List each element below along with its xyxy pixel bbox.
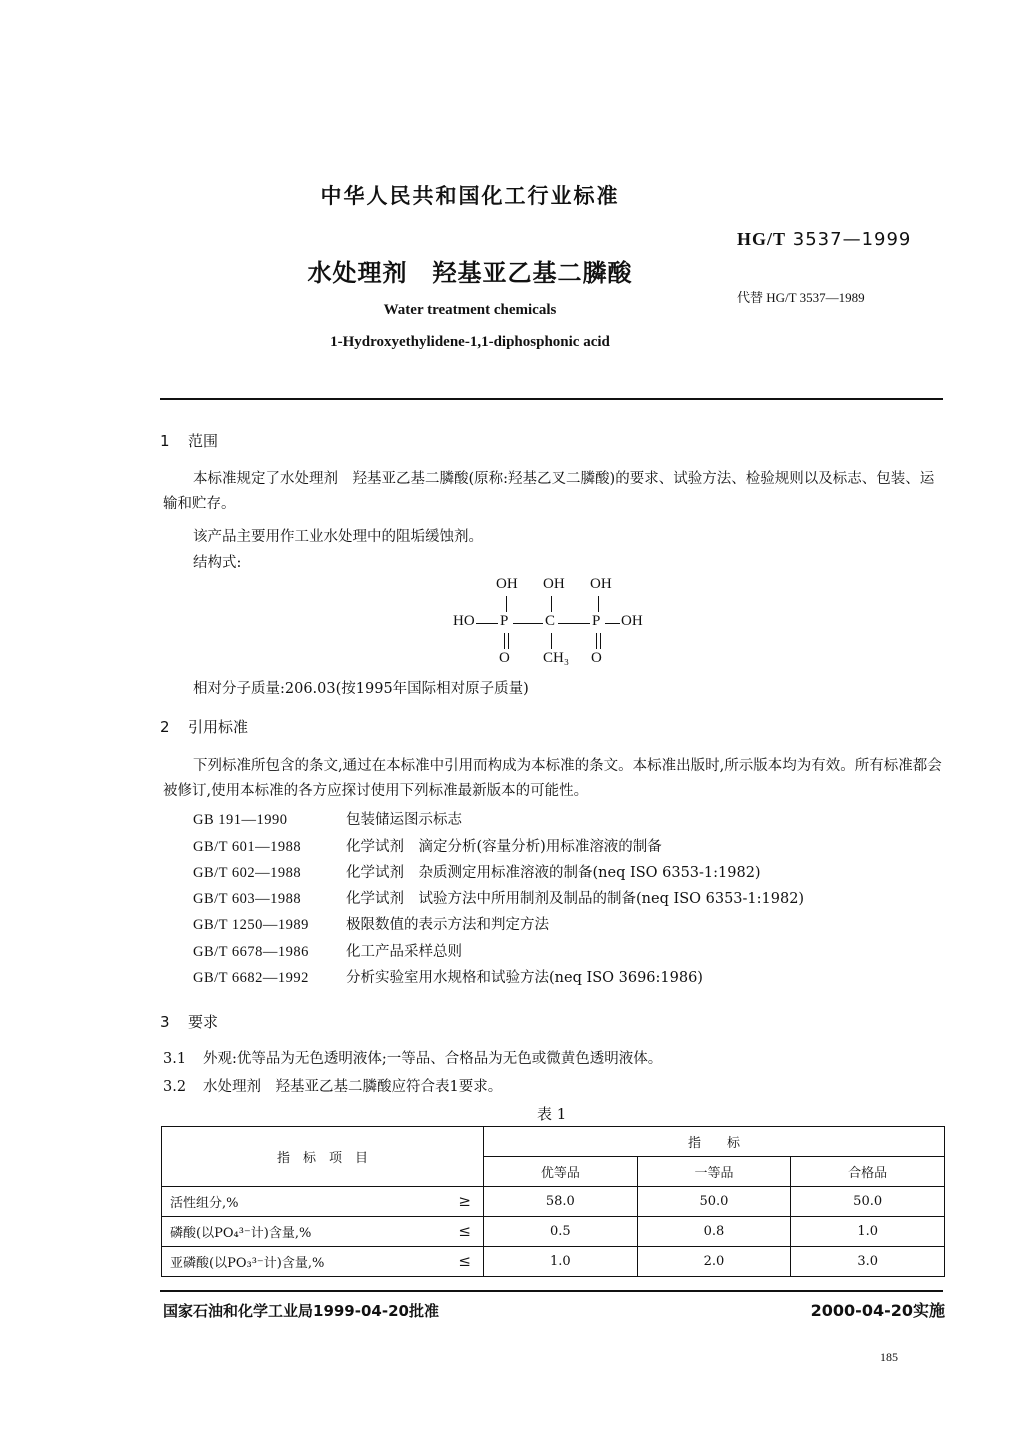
reference-item: GB/T 6682—1992 分析实验室用水规格和试验方法(neq ISO 3696:1986) [193, 970, 703, 986]
standard-code-number: 3537 [792, 229, 843, 250]
standard-organization: 中华人民共和国化工行业标准 [320, 184, 620, 208]
table-value-cell: 0.8 [637, 1217, 791, 1247]
section-3-heading [160, 1011, 218, 1032]
double-bond-p2-o-b [600, 633, 601, 649]
double-bond-p1-o-b [508, 633, 509, 649]
reference-item: GB/T 1250—1989 极限数值的表示方法和判定方法 [193, 917, 549, 933]
grade-header: 优等品 [484, 1157, 638, 1187]
table-item-cell: 亚磷酸(以PO₃³⁻计)含量,% ≤ [162, 1247, 484, 1277]
comparison-symbol: ≤ [458, 1222, 471, 1240]
section-title: 范围 [188, 432, 219, 450]
table-item-cell: 磷酸(以PO₄³⁻计)含量,% ≤ [162, 1217, 484, 1247]
bond-p1-oh [506, 596, 507, 612]
reference-item: GB/T 603—1988 化学试剂 试验方法中所用制剂及制品的制备(neq ISO 6353-1:1982) [193, 891, 805, 907]
table-header-row [162, 1127, 945, 1157]
bond-c-p2 [558, 623, 590, 624]
bond-c-ch3 [551, 633, 552, 649]
table-value-cell: 58.0 [484, 1187, 638, 1217]
footer-rule [160, 1290, 943, 1292]
reference-item: GB 191—1990 包装储运图示标志 [193, 812, 462, 828]
replaces-standard: 代替 HG/T 3537—1989 [737, 290, 865, 305]
clause-3-2: 3.2 水处理剂 羟基亚乙基二膦酸应符合表1要求。 [163, 1079, 503, 1095]
bond-ho-p1 [476, 623, 498, 624]
section-2-intro: 下列标准所包含的条文,通过在本标准中引用而构成为本标准的条文。本标准出版时,所示版本均为有效。所有标准都会被修订,使用本标准的各方应探讨使用下列标准最新版本的可能性。 [163, 758, 942, 799]
formula-o-1: O [499, 650, 510, 666]
section-number: 3 [160, 1013, 170, 1031]
section-2-heading [160, 716, 248, 737]
reference-item: GB/T 601—1988 化学试剂 滴定分析(容量分析)用标准溶液的制备 [193, 839, 662, 855]
table-row [162, 1217, 945, 1247]
molecular-mass: 相对分子质量:206.03(按1995年国际相对原子质量) [193, 681, 529, 697]
bond-p2-oh-right [605, 623, 620, 624]
header-rule [160, 398, 943, 400]
section-number: 1 [160, 432, 170, 450]
document-title-en-1: Water treatment chemicals [383, 302, 557, 318]
document-title-cn: 水处理剂 羟基亚乙基二膦酸 [307, 259, 633, 287]
formula-oh-2: OH [543, 576, 565, 592]
section-1-paragraph-1: 本标准规定了水处理剂 羟基亚乙基二膦酸(原称:羟基乙叉二膦酸)的要求、试验方法、检验规则以及标志、包装、运输和贮存。 [163, 471, 935, 512]
table-value-cell: 2.0 [637, 1247, 791, 1277]
bond-p1-c [513, 623, 543, 624]
double-bond-p2-o-a [596, 633, 597, 649]
formula-oh-1: OH [496, 576, 518, 592]
formula-label: 结构式: [193, 555, 242, 571]
formula-p-1: P [500, 613, 509, 629]
standard-code-prefix: HG/T [737, 229, 787, 249]
table-value-cell: 0.5 [484, 1217, 638, 1247]
bond-c-oh [551, 596, 552, 612]
standard-code-separator: — [842, 229, 862, 250]
clause-3-1: 3.1 外观:优等品为无色透明液体;一等品、合格品为无色或微黄色透明液体。 [163, 1051, 663, 1067]
formula-c: C [545, 613, 556, 629]
reference-item: GB/T 6678—1986 化工产品采样总则 [193, 944, 462, 960]
formula-ch3: CH₃ [543, 650, 570, 666]
formula-oh-3: OH [590, 576, 612, 592]
page-number: 185 [880, 1350, 898, 1364]
formula-oh-right: OH [621, 613, 643, 629]
standard-code-year: 1999 [861, 229, 912, 250]
table-item-cell: 活性组分,% ≥ [162, 1187, 484, 1217]
table-value-cell: 3.0 [791, 1247, 945, 1277]
section-1-paragraph-2: 该产品主要用作工业水处理中的阻垢缓蚀剂。 [193, 529, 483, 545]
double-bond-p1-o-a [504, 633, 505, 649]
section-1-heading [160, 430, 218, 451]
spec-table [161, 1126, 945, 1277]
table-value-cell: 50.0 [637, 1187, 791, 1217]
bond-p2-oh [598, 596, 599, 612]
column-header-spec: 指 标 [484, 1127, 945, 1157]
formula-p-2: P [592, 613, 601, 629]
grade-header: 一等品 [637, 1157, 791, 1187]
standard-code [737, 229, 911, 250]
table-row [162, 1187, 945, 1217]
structural-formula [450, 572, 660, 672]
table-value-cell: 50.0 [791, 1187, 945, 1217]
section-title: 要求 [188, 1013, 219, 1031]
approval-date: 国家石油和化学工业局1999-04-20批准 [163, 1302, 439, 1320]
document-title-en-2: 1-Hydroxyethylidene-1,1-diphosphonic acid [330, 334, 610, 350]
grade-header: 合格品 [791, 1157, 945, 1187]
section-number: 2 [160, 718, 170, 736]
table-value-cell: 1.0 [484, 1247, 638, 1277]
reference-item: GB/T 602—1988 化学试剂 杂质测定用标准溶液的制备(neq ISO 6353-1:1982) [193, 865, 761, 881]
formula-o-2: O [591, 650, 602, 666]
formula-ho-left: HO [453, 613, 475, 629]
section-title: 引用标准 [188, 718, 249, 736]
comparison-symbol: ≤ [458, 1252, 471, 1270]
comparison-symbol: ≥ [458, 1192, 471, 1210]
table-caption: 表 1 [537, 1105, 567, 1123]
effective-date: 2000-04-20实施 [810, 1301, 945, 1320]
table-value-cell: 1.0 [791, 1217, 945, 1247]
table-row [162, 1247, 945, 1277]
column-header-item: 指 标 项 目 [162, 1127, 484, 1187]
